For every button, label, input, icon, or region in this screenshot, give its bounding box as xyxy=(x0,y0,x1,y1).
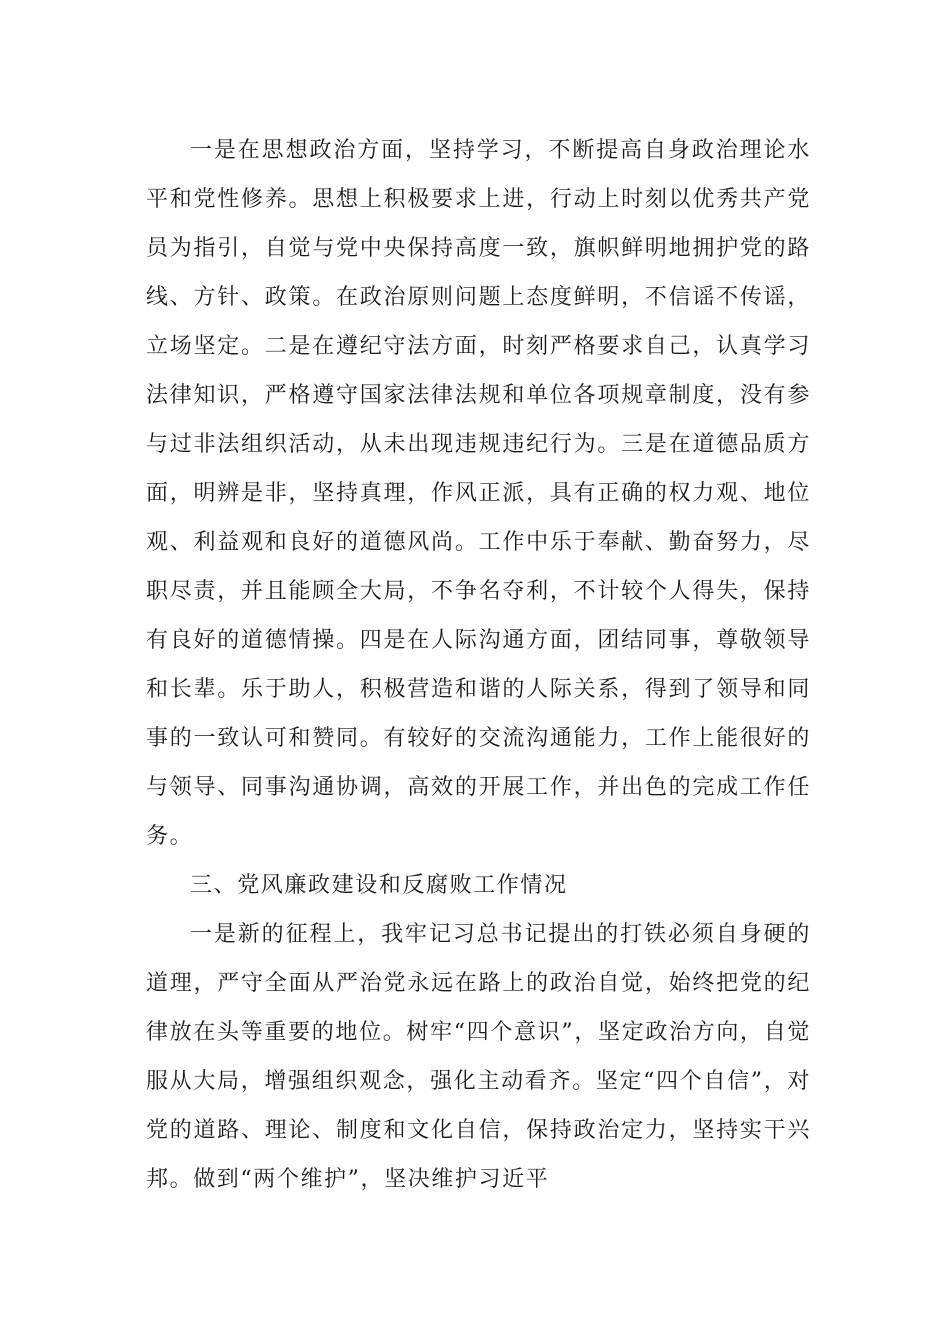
document-body xyxy=(146,126,811,1204)
paragraph-discipline: 一是新的征程上，我牢记习总书记提出的打铁必须自身硬的道理，严守全面从严治党永远在路上的政治自觉，始终把党的纪律放在头等重要的地位。树牢“四个意识”，坚定政治方向，自觉服从大局，增强组织观念，强化主动看齐。坚定“四个自信”，对党的道路、理论、制度和文化自信，保持政治定力，坚持实干兴邦。做到“两个维护”，坚决维护习近平 xyxy=(146,922,811,1192)
paragraph-conduct: 一是在思想政治方面，坚持学习，不断提高自身政治理论水平和党性修养。思想上积极要求上进，行动上时刻以优秀共产党员为指引，自觉与党中央保持高度一致，旗帜鲜明地拥护党的路线、方针、政策。在政治原则问题上态度鲜明，不信谣不传谣，立场坚定。二是在遵纪守法方面，时刻严格要求自己，认真学习法律知识，严格遵守国家法律法规和单位各项规章制度，没有参与过非法组织活动，从未出现违规违纪行为。三是在道德品质方面，明辨是非，坚持真理，作风正派，具有正确的权力观、地位观、利益观和良好的道德风尚。工作中乐于奉献、勤奋努力，尽职尽责，并且能顾全大局，不争名夺利，不计较个人得失，保持有良好的道德情操。四是在人际沟通方面，团结同事，尊敬领导和长辈。乐于助人，积极营造和谐的人际关系，得到了领导和同事的一致认可和赞同。有较好的交流沟通能力，工作上能很好的与领导、同事沟通协调，高效的开展工作，并出色的完成工作任务。 xyxy=(146,138,811,849)
section-heading-anticorruption: 三、党风廉政建设和反腐败工作情况 xyxy=(190,873,568,898)
